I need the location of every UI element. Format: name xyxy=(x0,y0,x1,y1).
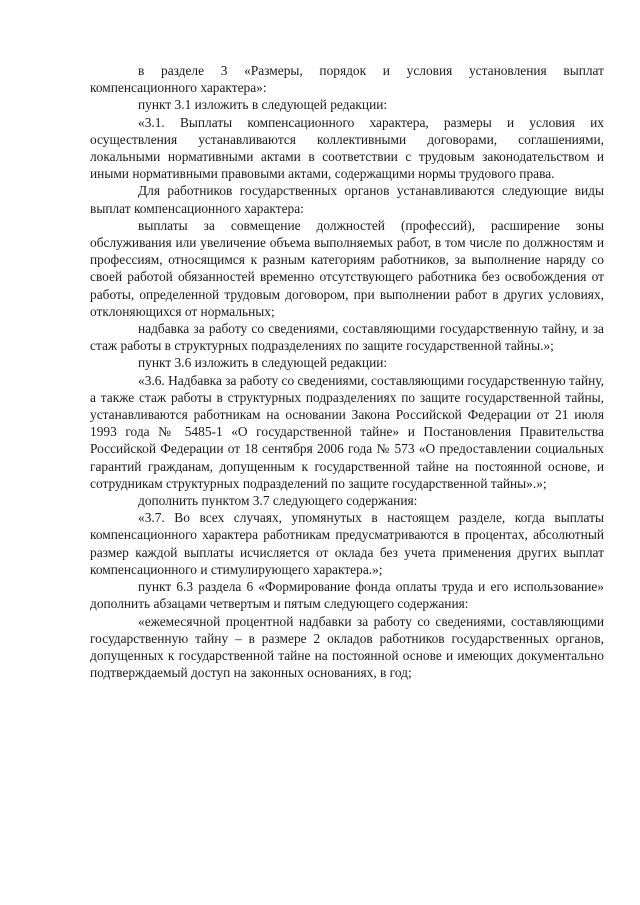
paragraph-item-3-6-intro: пункт 3.6 изложить в следующей редакции: xyxy=(138,355,388,371)
paragraph-secrecy-allowance: надбавка за работу со сведениями, составляющими государственную тайну, и за стаж работы в структурных подразделениях по защите государственной тайны.»; xyxy=(90,321,604,354)
paragraph-payment-types-intro: Для работников государственных органов устанавливаются следующие виды выплат компенсационного характера: xyxy=(90,183,604,216)
document-page xyxy=(90,62,604,681)
paragraph-item-3-7-text: «3.7. Во всех случаях, упомянутых в настоящем разделе, когда выплаты компенсационного характера работникам предусматриваются в процентах, абсолютный размер каждой выплаты исчисляется от оклада без учета применения других выплат компенсационного и стимулирующего характера.»; xyxy=(90,510,604,577)
paragraph-combination-payments: выплаты за совмещение должностей (профессий), расширение зоны обслуживания или увеличение объема выполняемых работ, в том числе по должностям и профессиям, относящимся к разным категориям работников, за выполнение наряду со своей работой обязанностей временно отсутствующего работника без освобождения от работы, определенной трудовым договором, при выполнении работ в других условиях, отклоняющихся от нормальных; xyxy=(90,217,604,319)
paragraph-section-3-heading: в разделе 3 «Размеры, порядок и условия установления выплат компенсационного характера»: xyxy=(90,63,604,96)
paragraph-item-3-7-intro: дополнить пунктом 3.7 следующего содержания: xyxy=(138,493,418,509)
paragraph-item-3-1-text: «3.1. Выплаты компенсационного характера, размеры и условия их осуществления устанавливаются коллективными договорами, соглашениями, локальными нормативными актами в соответствии с трудовым законодательством и иными нормативными правовыми актами, содержащими нормы трудового права. xyxy=(90,114,604,182)
paragraph-item-3-6-text: «3.6. Надбавка за работу со сведениями, составляющими государственную тайну, а также стаж работы в структурных подразделениях по защите государственной тайны, устанавливаются работникам на основании Закона Российской Федерации от 21 июля 1993 года № 5485-1 «О государственной тайне» и Постановления Правительства Российской Федерации от 18 сентября 2006 года № 573 «О предоставлении социальных гарантий гражданам, допущенным к государственной тайне на постоянной основе, и сотрудникам структурных подразделений по защите государственной тайны».»; xyxy=(90,372,604,491)
paragraph-item-6-3-intro: пункт 6.3 раздела 6 «Формирование фонда оплаты труда и его использование» дополнить абзацами четвертым и пятым следующего содержания: xyxy=(90,579,604,612)
paragraph-monthly-allowance: «ежемесячной процентной надбавки за работу со сведениями, составляющими государственную тайну – в размере 2 окладов работников государственных органов, допущенных к государственной тайне на постоянной основе и имеющих документально подтверждаемый доступ на законных основаниях, в год; xyxy=(90,613,604,681)
paragraph-item-3-1-intro: пункт 3.1 изложить в следующей редакции: xyxy=(138,97,388,113)
